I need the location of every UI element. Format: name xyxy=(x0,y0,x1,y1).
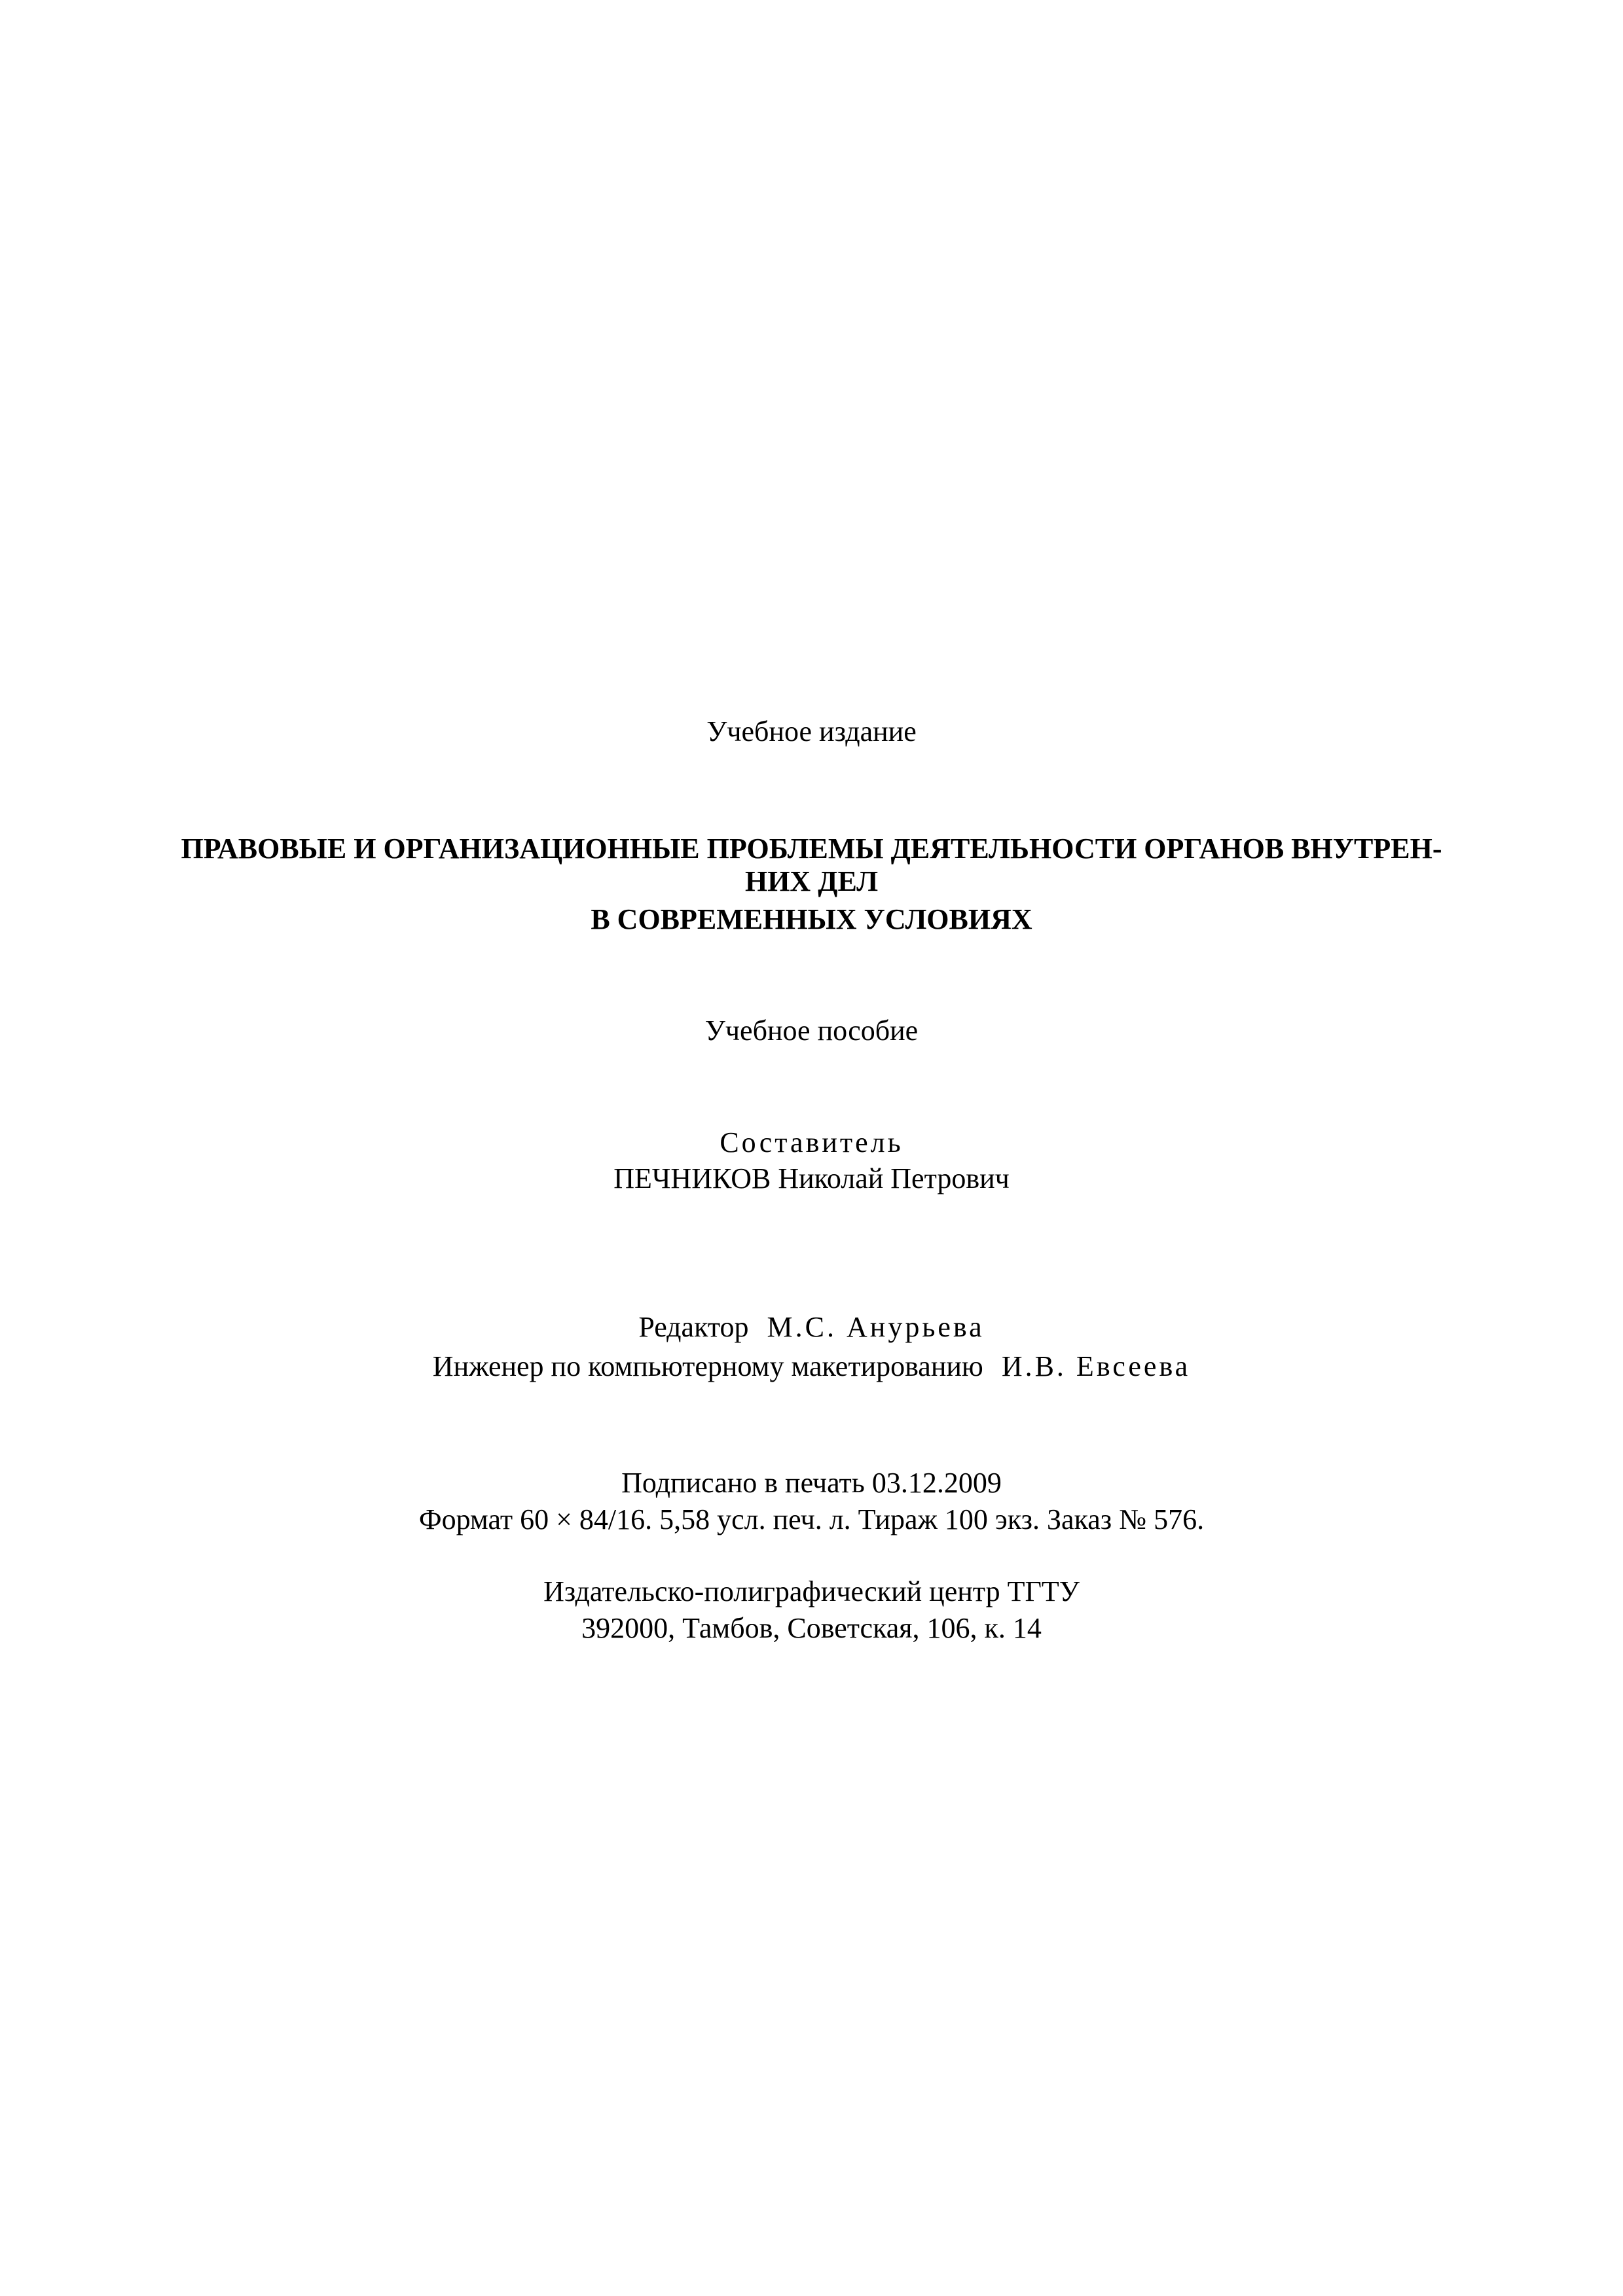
title-line-3: В СОВРЕМЕННЫХ УСЛОВИЯХ xyxy=(591,903,1032,935)
signed-for-print: Подписано в печать 03.12.2009 xyxy=(621,1467,1002,1499)
publisher-address: 392000, Тамбов, Советская, 106, к. 14 xyxy=(581,1612,1042,1644)
compiler-name: ПЕЧНИКОВ Николай Петрович xyxy=(613,1162,1010,1194)
editor-name: М.С. Анурьева xyxy=(767,1311,985,1343)
title-line-1: ПРАВОВЫЕ И ОРГАНИЗАЦИОННЫЕ ПРОБЛЕМЫ ДЕЯТЕЛЬНОСТИ ОРГАНОВ ВНУТРЕН- xyxy=(181,833,1442,865)
layout-engineer-name: И.В. Евсеева xyxy=(1001,1350,1191,1382)
publisher-name: Издательско-полиграфический центр ТГТУ xyxy=(543,1575,1080,1607)
layout-engineer-line xyxy=(0,1348,1623,1385)
editor-line xyxy=(0,1309,1623,1346)
layout-engineer-label: Инженер по компьютерному макетированию xyxy=(432,1350,983,1382)
publication-kind: Учебное пособие xyxy=(704,1014,919,1047)
title-line-2: НИХ ДЕЛ xyxy=(744,865,879,897)
edition-type: Учебное издание xyxy=(706,715,917,747)
print-format: Формат 60 × 84/16. 5,58 усл. печ. л. Тираж 100 экз. Заказ № 576. xyxy=(418,1503,1205,1535)
compiler-label: Составитель xyxy=(720,1126,903,1158)
editor-label: Редактор xyxy=(638,1311,749,1343)
